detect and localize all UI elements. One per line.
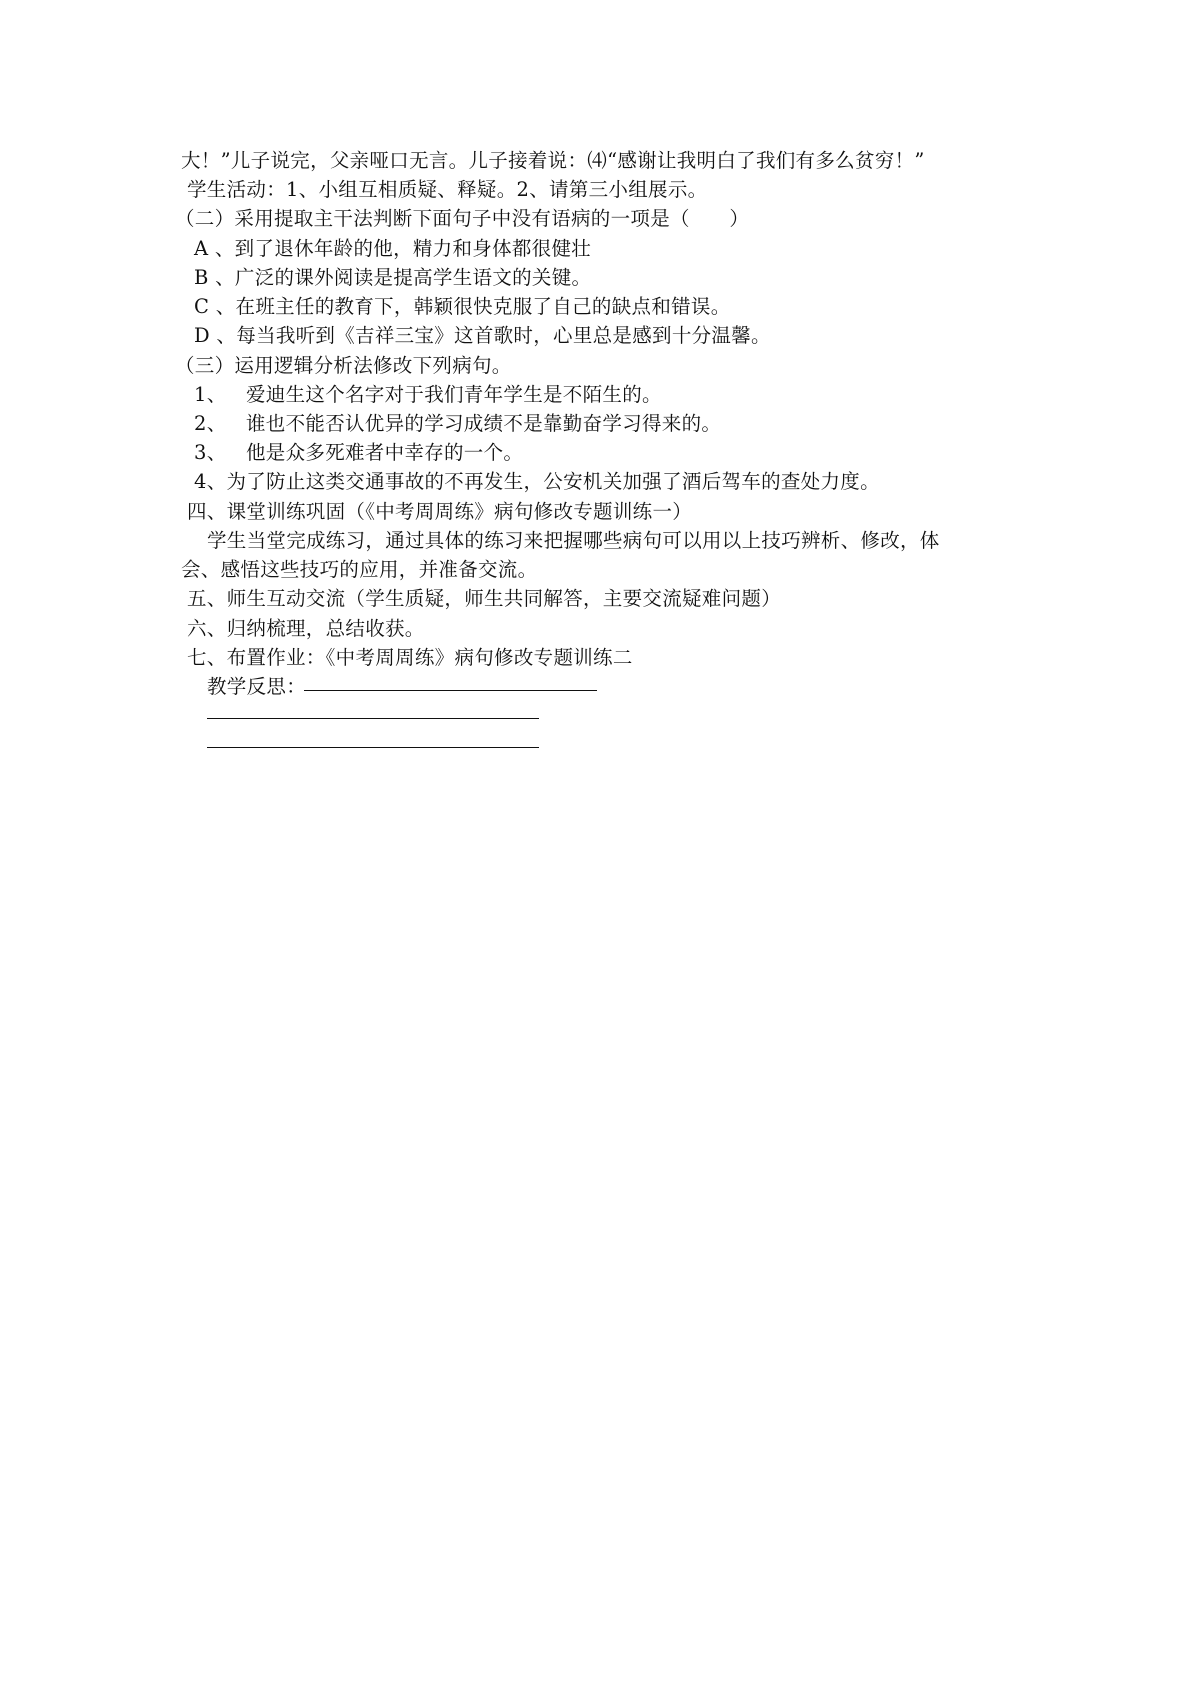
option-d: D 、每当我听到《吉祥三宝》这首歌时，心里总是感到十分温馨。 xyxy=(194,324,771,347)
reflection-blank-line xyxy=(304,690,597,691)
sentence-number: 2、 xyxy=(194,412,227,435)
sentence-item xyxy=(194,440,523,466)
sentence-number: 1、 xyxy=(194,383,227,406)
step-6-heading: 六、归纳梳理，总结收获。 xyxy=(187,617,425,640)
sentence-number: 3、 xyxy=(194,441,227,464)
reflection-blank-line xyxy=(207,747,539,748)
option-c: C 、在班主任的教育下，韩颖很快克服了自己的缺点和错误。 xyxy=(194,295,731,318)
section-3-heading: （三）运用逻辑分析法修改下列病句。 xyxy=(175,354,512,377)
step-5-heading: 五、师生互动交流（学生质疑，师生共同解答，主要交流疑难问题） xyxy=(187,587,782,610)
sentence-item xyxy=(194,411,721,437)
sentence-item xyxy=(194,382,662,408)
sentence-text: 爱迪生这个名字对于我们青年学生是不陌生的。 xyxy=(246,383,662,406)
reflection-label: 教学反思： xyxy=(207,675,307,698)
step-4-heading: 四、课堂训练巩固（《中考周周练》病句修改专题训练一） xyxy=(187,500,693,523)
sentence-text: 他是众多死难者中幸存的一个。 xyxy=(246,441,524,464)
sentence-text: 谁也不能否认优异的学习成绩不是靠勤奋学习得来的。 xyxy=(246,412,722,435)
step-4-paragraph-line-1: 学生当堂完成练习，通过具体的练习来把握哪些病句可以用以上技巧辨析、修改，体 xyxy=(207,529,940,552)
sentence-4: 4、为了防止这类交通事故的不再发生，公安机关加强了酒后驾车的查处力度。 xyxy=(194,470,880,493)
step-4-paragraph-line-2: 会、感悟这些技巧的应用，并准备交流。 xyxy=(181,558,538,581)
option-b: B 、广泛的课外阅读是提高学生语文的关键。 xyxy=(194,266,592,289)
text-line: 大！”儿子说完，父亲哑口无言。儿子接着说：⑷“感谢让我明白了我们有多么贫穷！” xyxy=(181,149,925,172)
step-7-heading: 七、布置作业：《中考周周练》病句修改专题训练二 xyxy=(187,646,633,669)
student-activity-line: 学生活动：1、小组互相质疑、释疑。2、请第三小组展示。 xyxy=(187,178,708,201)
section-2-heading: （二）采用提取主干法判断下面句子中没有语病的一项是（ ） xyxy=(175,207,750,230)
reflection-blank-line xyxy=(207,718,539,719)
option-a: A 、到了退休年龄的他，精力和身体都很健壮 xyxy=(194,237,592,260)
